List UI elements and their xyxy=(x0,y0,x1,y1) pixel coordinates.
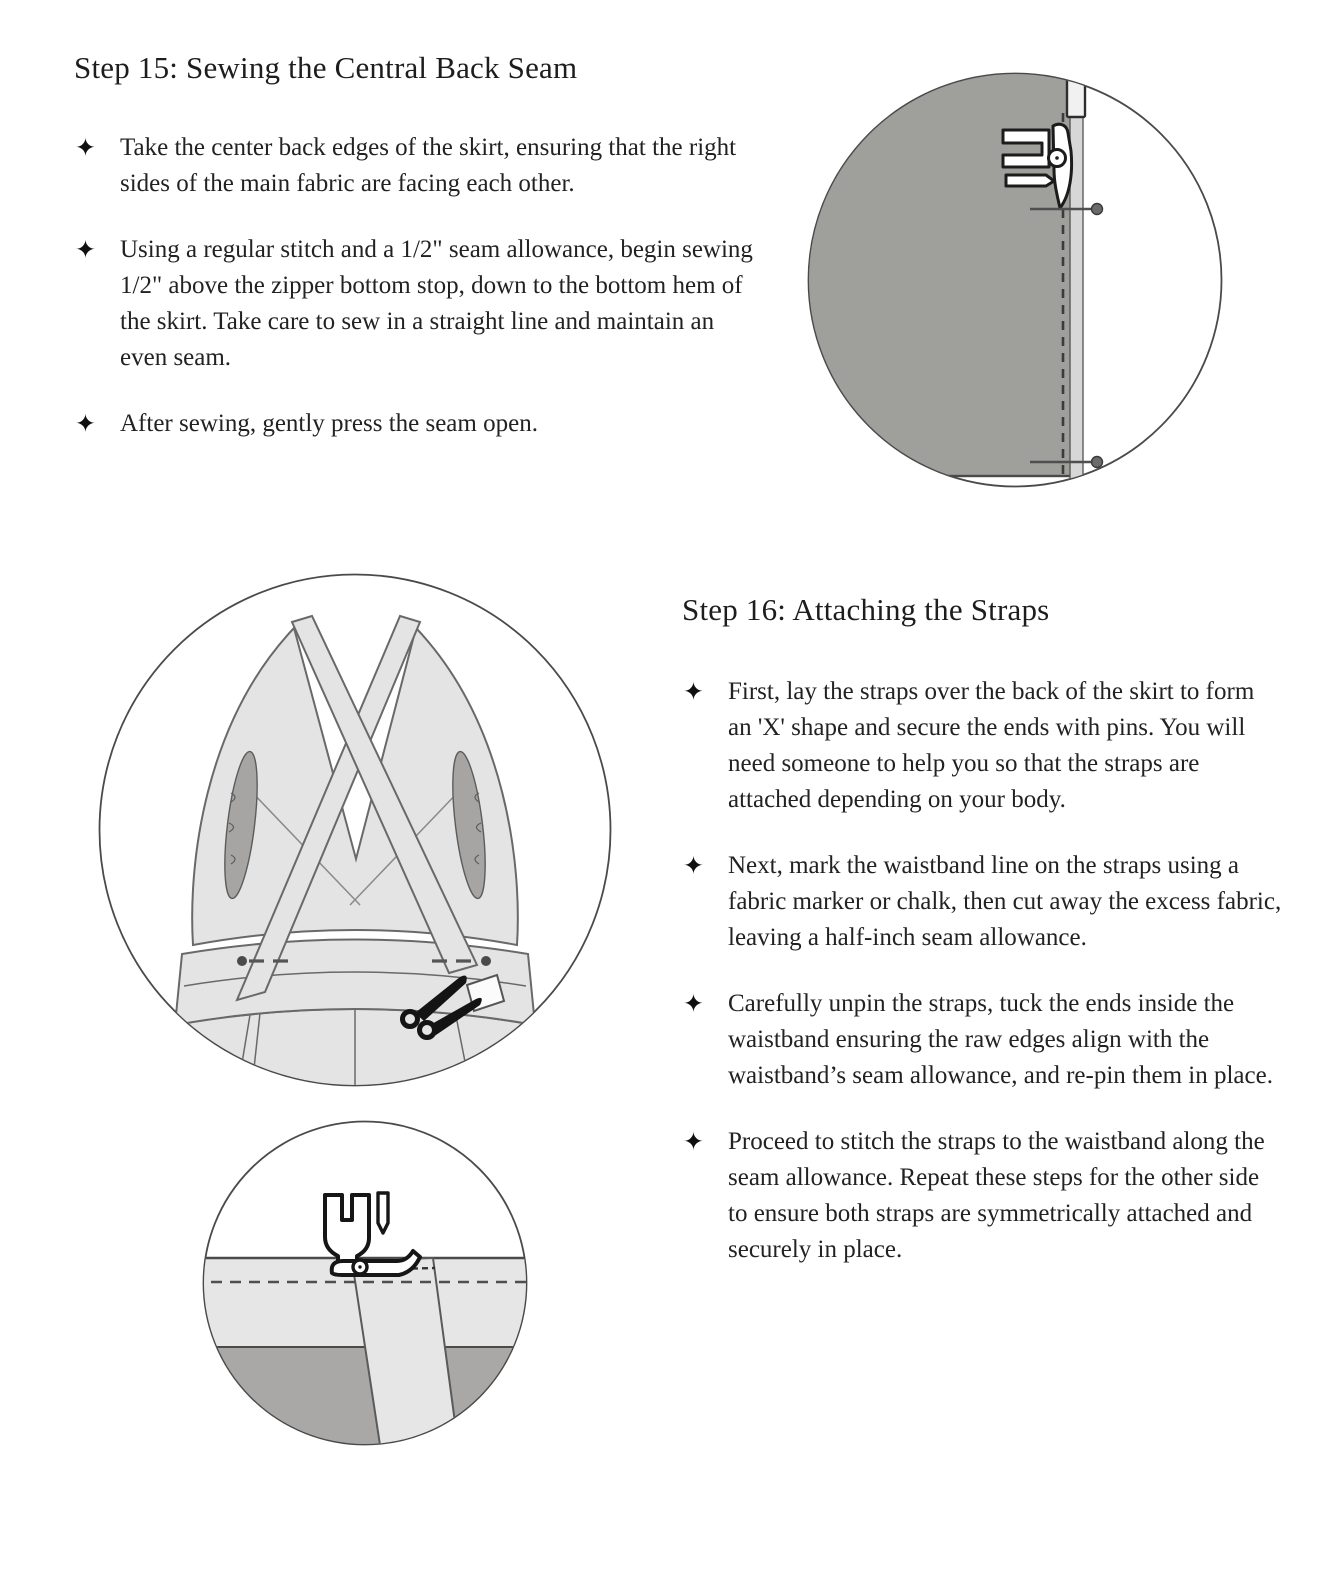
list-item xyxy=(682,848,1282,956)
step16-bullet-list xyxy=(682,674,1282,1268)
star-bullet-icon: ✦ xyxy=(683,853,704,880)
step15-bullet-list xyxy=(74,130,758,442)
strap-stitching-illustration xyxy=(202,1120,528,1446)
list-item xyxy=(74,130,758,202)
bullet-text: Carefully unpin the straps, tuck the ends inside the waistband ensuring the raw edges align with the waistband’s seam allowance, and re-pin them in place. xyxy=(728,990,1273,1089)
bullet-text: Take the center back edges of the skirt, ensuring that the right sides of the main fabric are facing each other. xyxy=(120,134,737,197)
step16-section xyxy=(682,592,1282,1298)
list-item xyxy=(74,232,758,376)
step15-title: Step 15: Sewing the Central Back Seam xyxy=(74,50,578,85)
zipper-tape xyxy=(1070,71,1083,485)
star-bullet-icon: ✦ xyxy=(75,135,96,162)
skirt-shadow-panel xyxy=(202,1347,528,1446)
figure-straps-x xyxy=(98,573,612,1087)
star-bullet-icon: ✦ xyxy=(75,237,96,264)
bullet-text: Next, mark the waistband line on the straps using a fabric marker or chalk, then cut away the excess fabric, leaving a half-inch seam allowance. xyxy=(728,852,1282,951)
step15-section xyxy=(74,50,758,472)
list-item xyxy=(682,1124,1282,1268)
star-bullet-icon: ✦ xyxy=(683,991,704,1018)
list-item xyxy=(682,674,1282,818)
bullet-text: First, lay the straps over the back of the skirt to form an 'X' shape and secure the ends with pins. You will need someone to help you so that the straps are attached depending on your body. xyxy=(728,678,1255,813)
figure-strap-stitching xyxy=(202,1120,528,1446)
list-item xyxy=(682,986,1282,1094)
star-bullet-icon: ✦ xyxy=(683,679,704,706)
star-bullet-icon: ✦ xyxy=(683,1129,704,1156)
figure-back-seam-zipper xyxy=(806,71,1224,489)
list-item xyxy=(74,406,758,442)
straps-x-illustration xyxy=(98,573,612,1087)
bullet-text: Proceed to stitch the straps to the waistband along the seam allowance. Repeat these steps for the other side to ensure both straps are symmetrically attached and securely in place. xyxy=(728,1128,1265,1263)
star-bullet-icon: ✦ xyxy=(75,411,96,438)
bullet-text: After sewing, gently press the seam open. xyxy=(120,410,538,437)
step16-title: Step 16: Attaching the Straps xyxy=(682,592,1050,627)
back-seam-zipper-illustration xyxy=(806,71,1224,489)
bullet-text: Using a regular stitch and a 1/2" seam allowance, begin sewing 1/2" above the zipper bottom stop, down to the bottom hem of the skirt. Take care to sew in a straight line and maintain an even seam. xyxy=(120,236,753,371)
